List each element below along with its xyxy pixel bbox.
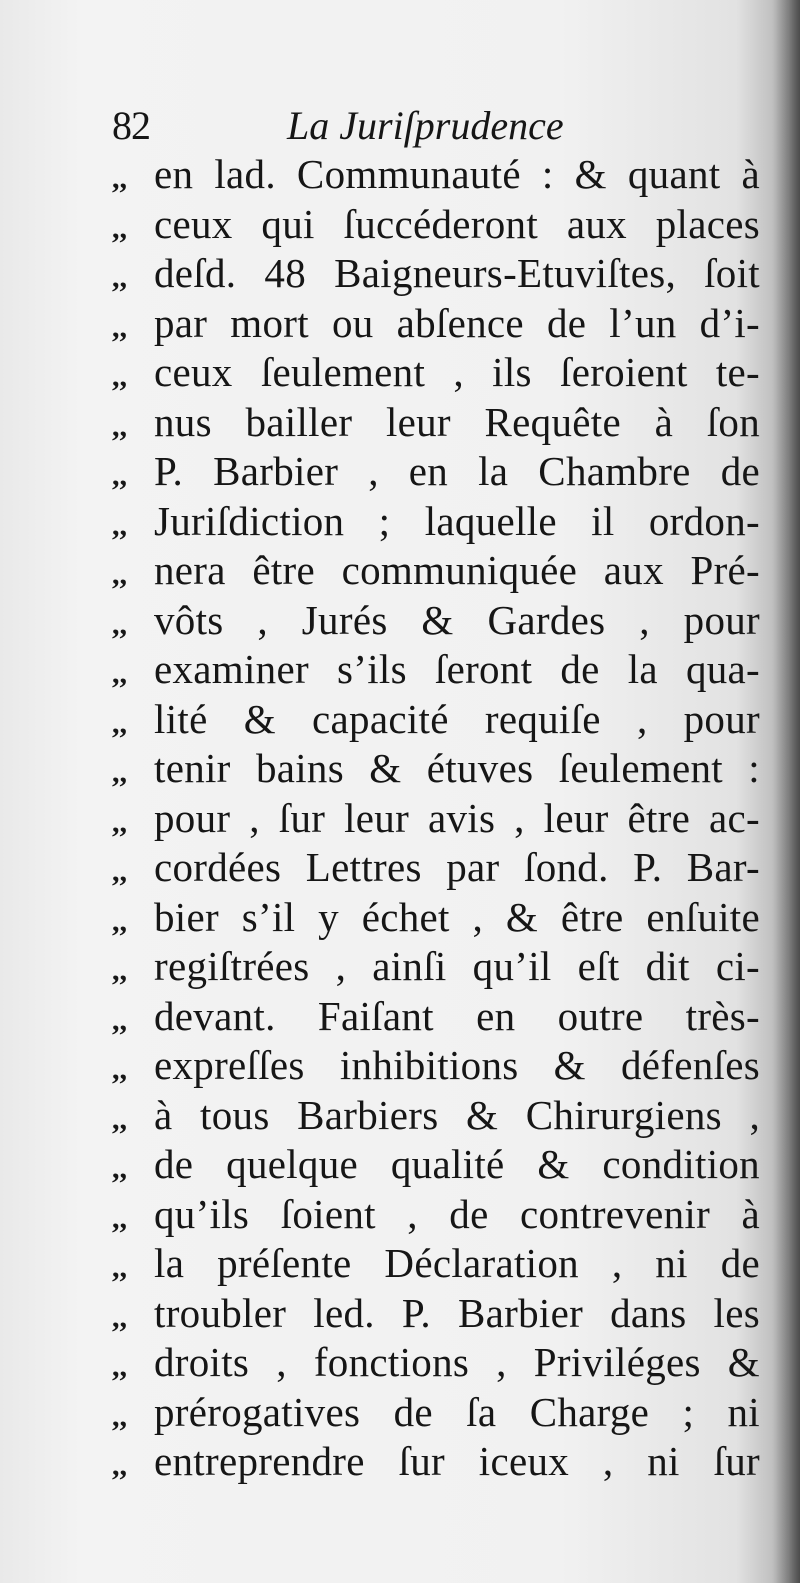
text-line	[112, 794, 760, 844]
text-line	[112, 645, 760, 695]
text-line	[112, 497, 760, 547]
text-line-content: entreprendre ſur iceux , ni ſur	[154, 1438, 760, 1484]
text-line	[112, 150, 760, 200]
quotation-mark: ,,	[112, 1399, 127, 1433]
body-text	[112, 150, 760, 1487]
quotation-mark: ,,	[112, 904, 127, 938]
quotation-mark: ,,	[112, 459, 127, 492]
text-line	[112, 695, 760, 745]
quotation-mark: ,,	[112, 1350, 127, 1383]
text-line-content: nus bailler leur Requête à ſon	[154, 398, 760, 445]
text-line-content: nera être communiquée aux Pré-	[154, 547, 760, 593]
text-line	[112, 942, 760, 992]
quotation-mark: ,,	[112, 1152, 127, 1185]
quotation-mark: ,,	[112, 607, 127, 641]
quotation-mark: ,,	[112, 855, 127, 888]
text-line	[112, 398, 760, 448]
text-line	[112, 1289, 760, 1339]
text-line	[112, 1388, 760, 1438]
quotation-mark: ,,	[112, 1251, 127, 1284]
quotation-mark: ,,	[112, 261, 127, 294]
text-line	[112, 744, 760, 794]
text-line	[112, 299, 760, 349]
quotation-mark: ,,	[112, 756, 127, 789]
text-line-content: droits , fonctions , Priviléges &	[154, 1339, 760, 1385]
page-gutter-shadow	[772, 0, 800, 1583]
quotation-mark: ,,	[112, 360, 127, 393]
text-line-content: à tous Barbiers & Chirurgiens ,	[154, 1091, 760, 1138]
quotation-mark: ,,	[112, 558, 127, 591]
text-line	[112, 1437, 760, 1487]
text-line-content: prérogatives de ſa Charge ; ni	[154, 1388, 760, 1435]
page-header	[112, 98, 672, 154]
text-line-content: la préſente Déclaration , ni de	[154, 1240, 760, 1286]
text-line	[112, 249, 760, 299]
text-line	[112, 992, 760, 1042]
text-line	[112, 447, 760, 497]
text-line-content: troubler led. P. Barbier dans les	[154, 1289, 760, 1336]
text-line-content: par mort ou abſence de l’un d’i-	[154, 299, 760, 346]
text-line-content: ceux ſeulement , ils ſeroient te-	[154, 349, 760, 395]
text-line-content: en lad. Communauté : & quant à	[154, 151, 760, 197]
running-title: La Juriſprudence	[287, 103, 564, 148]
text-line-content: examiner s’ils ſeront de la qua-	[154, 646, 760, 692]
quotation-mark: ,,	[112, 706, 127, 740]
quotation-mark: ,,	[112, 1300, 127, 1334]
quotation-mark: ,,	[112, 1003, 127, 1037]
text-line	[112, 596, 760, 646]
page-number: 82	[112, 103, 150, 148]
quotation-mark: ,,	[112, 1449, 127, 1482]
quotation-mark: ,,	[112, 657, 127, 690]
text-line	[112, 1140, 760, 1190]
quotation-mark: ,,	[112, 162, 127, 195]
text-line-content: Juriſdiction ; laquelle il ordon-	[154, 497, 760, 544]
text-line-content: cordées Lettres par ſond. P. Bar-	[154, 844, 760, 890]
quotation-mark: ,,	[112, 954, 127, 987]
text-line-content: regiſtrées , ainſi qu’il eſt dit ci-	[154, 943, 760, 989]
text-line-content: vôts , Jurés & Gardes , pour	[154, 596, 760, 643]
quotation-mark: ,,	[112, 211, 127, 245]
text-line	[112, 1239, 760, 1289]
text-line-content: deſd. 48 Baigneurs-Etuviſtes, ſoit	[154, 250, 760, 296]
quotation-mark: ,,	[112, 1053, 127, 1086]
text-line	[112, 893, 760, 943]
quotation-mark: ,,	[112, 805, 127, 839]
text-line	[112, 1190, 760, 1240]
quotation-mark: ,,	[112, 409, 127, 443]
text-line-content: tenir bains & étuves ſeulement :	[154, 745, 760, 791]
text-line	[112, 546, 760, 596]
text-line-content: lité & capacité requiſe , pour	[154, 695, 760, 742]
text-line-content: bier s’il y échet , & être enſuite	[154, 893, 760, 940]
text-line	[112, 348, 760, 398]
text-line-content: de quelque qualité & condition	[154, 1141, 760, 1187]
quotation-mark: ,,	[112, 1102, 127, 1136]
quotation-mark: ,,	[112, 508, 127, 542]
text-line	[112, 1338, 760, 1388]
quotation-mark: ,,	[112, 1201, 127, 1235]
text-line-content: ceux qui ſuccéderont aux places	[154, 200, 760, 247]
text-line-content: qu’ils ſoient , de contrevenir à	[154, 1190, 760, 1237]
text-line	[112, 1041, 760, 1091]
text-line-content: devant. Faiſant en outre très-	[154, 992, 760, 1039]
text-line	[112, 200, 760, 250]
text-line	[112, 843, 760, 893]
text-line	[112, 1091, 760, 1141]
text-line-content: P. Barbier , en la Chambre de	[154, 448, 760, 494]
text-line-content: pour , ſur leur avis , leur être ac-	[154, 794, 760, 841]
text-line-content: expreſſes inhibitions & défenſes	[154, 1042, 760, 1088]
quotation-mark: ,,	[112, 310, 127, 344]
